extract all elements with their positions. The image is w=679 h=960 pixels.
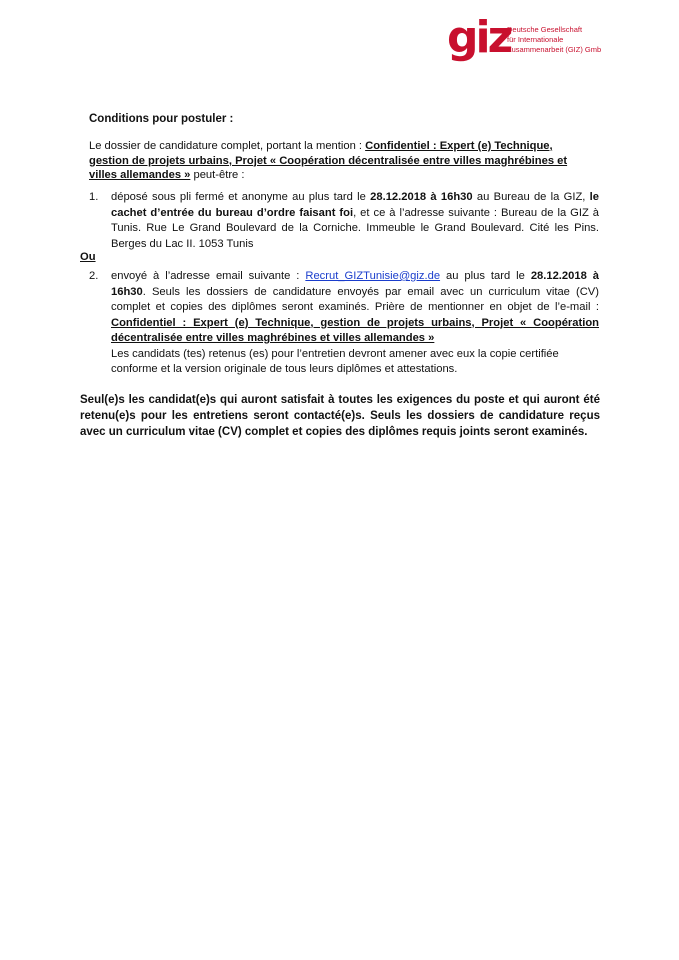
item1-text-2: au Bureau de la GIZ,	[472, 191, 590, 203]
item2-deadline: 28.12.2018 à 16h30	[111, 270, 599, 298]
logo-line-1: Deutsche Gesellschaft	[507, 25, 583, 34]
item2-subject: Confidentiel : Expert (e) Technique, gestion de projets urbains, Projet « Coopération décentralisée entre villes maghrébines et villes allemandes »	[111, 316, 599, 344]
logo-line-2: für Internationale	[507, 35, 564, 44]
intro-paragraph	[89, 139, 579, 183]
giz-logo	[447, 12, 647, 72]
item1-address: , et ce à l’adresse suivante : Bureau de la GIZ à Tunis. Rue Le Grand Boulevard de la Corniche. Immeuble le Grand Boulevard. Cité les Pins. Berges du Lac II. 1053 Tunis	[111, 206, 599, 250]
item2-text-2: au plus tard le	[440, 270, 531, 282]
or-separator: Ou	[80, 251, 96, 263]
intro-mention: Confidentiel : Expert (e) Technique, gestion de projets urbains, Projet « Coopération décentralisée entre villes maghrébines et villes allemandes »	[89, 140, 568, 181]
section-heading: Conditions pour postuler :	[89, 113, 234, 125]
item2-text-1: envoyé à l’adresse email suivante :	[111, 270, 306, 282]
list-number-2: 2.	[89, 270, 99, 282]
intro-prefix: Le dossier de candidature complet, portant la mention :	[89, 140, 366, 152]
intro-suffix: peut-être :	[190, 169, 245, 181]
giz-logo-mark: giz	[447, 12, 511, 63]
list-text-2	[111, 269, 599, 378]
item1-deadline: 28.12.2018 à 16h30	[370, 191, 473, 203]
item1-text-1: déposé sous pli fermé et anonyme au plus tard le	[111, 191, 371, 203]
list-number-1: 1.	[89, 191, 99, 203]
giz-logo-text	[507, 25, 601, 55]
email-link[interactable]: Recrut_GIZTunisie@giz.de	[305, 270, 441, 282]
item1-stamp-note: le cachet d’entrée du bureau d’ordre faisant foi	[111, 191, 600, 219]
closing-paragraph: Seul(e)s les candidat(e)s qui auront satisfait à toutes les exigences du poste et qui auront été retenu(e)s pour les entretiens seront contacté(e)s. Seuls les dossiers de candidature reçus avec un curriculum vitae (CV) complet et copies des diplômes requis joints seront examinés.	[80, 394, 600, 438]
logo-line-3: Zusammenarbeit (GIZ) Gmb	[507, 45, 602, 54]
list-text-1	[111, 190, 599, 252]
item2-note: Les candidats (tes) retenus (es) pour l’entretien devront amener avec eux la copie certifiée conforme et la version originale de tous leurs diplômes et attestations.	[111, 347, 559, 375]
item2-text-3: . Seuls les dossiers de candidature envoyés par email avec un curriculum vitae (CV) complet et copies des diplômes seront examinés. Prière de mentionner en objet de l’e-mail :	[111, 285, 599, 313]
